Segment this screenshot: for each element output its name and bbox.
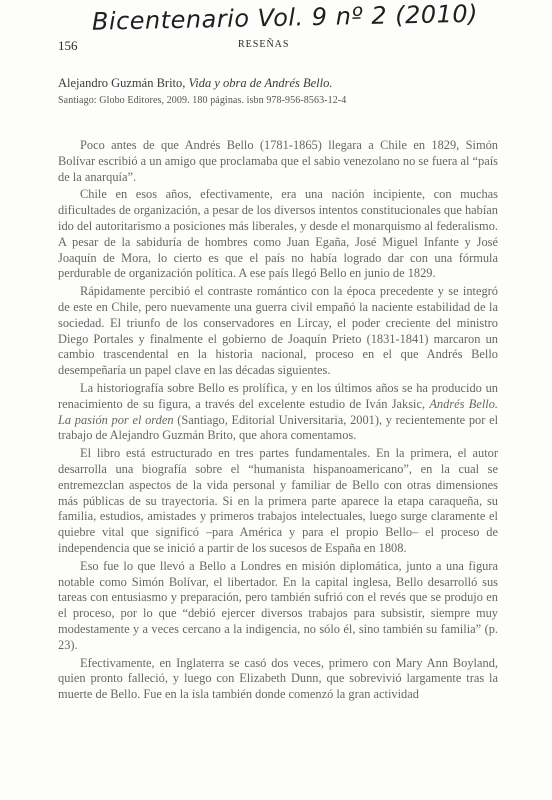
paragraph-text: Eso fue lo que llevó a Bello a Londres en misión diplomática, junto a una figura notable como Simón Bolívar, el libertador. En la capital inglesa, Bello desarrolló sus tareas con entusiasmo y preparación, pero también sufrió con el revés que se produjo en el proceso, por lo que “debió ejercer diversos trabajos para subsistir, siempre muy modestamente y a veces cercano a la indigencia, no sólo él, sino también su familia” (p. 23). xyxy=(58,558,498,652)
handwritten-annotation: Bicentenario Vol. 9 nº 2 (2010) xyxy=(91,0,479,36)
page-header xyxy=(58,38,498,58)
review-citation xyxy=(58,76,498,91)
paragraph-text: Poco antes de que Andrés Bello (1781-1865) llegara a Chile en 1829, Simón Bolívar escribió a un amigo que proclamaba que el sabio venezolano no se fuera al “país de la anarquía”. xyxy=(58,138,498,184)
paragraph-7 xyxy=(58,656,498,703)
paragraph-text: La historiografía sobre Bello es prolífica, y en los últimos años se ha producido un renacimiento de su figura, a través del excelente estudio de Iván Jaksic, xyxy=(58,380,498,411)
paragraph-text: El libro está estructurado en tres partes fundamentales. En la primera, el autor desarrolla una biografía sobre el “humanista hispanoamericano”, en la cual se entremezclan aspectos de la vida personal y familiar de Bello con otras dimensiones más públicas de su trayectoria. Si en la primera parte aparece la etapa caraqueña, su familia, estudios, amistades y primeros trabajos intelectuales, luego surge claramente el quiebre vital que significó –para América y para el propio Bello– el proceso de independencia que se inició a partir de los sucesos de España en 1808. xyxy=(58,446,498,555)
paragraph-2 xyxy=(58,187,498,282)
cited-book-title: Andrés Bello. La pasión por el orden xyxy=(58,396,498,427)
paragraph-text: Efectivamente, en Inglaterra se casó dos veces, primero con Mary Ann Boyland, quien pronto falleció, y luego con Elizabeth Dunn, que sobrevivió largamente tras la muerte de Bello. Fue en la isla también donde comenzó la gran actividad xyxy=(58,655,498,702)
section-title: RESEÑAS xyxy=(238,39,290,50)
paragraph-6 xyxy=(58,559,498,654)
citation-publication-info: Santiago: Globo Editores, 2009. 180 páginas. isbn 978-956-8563-12-4 xyxy=(58,95,347,106)
citation-title: Vida y obra de Andrés Bello. xyxy=(188,76,333,90)
paragraph-4 xyxy=(58,381,498,444)
citation-author: Alejandro Guzmán Brito, xyxy=(58,76,186,90)
paragraph-3 xyxy=(58,284,498,379)
paragraph-1 xyxy=(58,138,498,185)
paragraph-text: Rápidamente percibió el contraste romántico con la época precedente y se integró de este en Chile, pero nuevamente una guerra civil empañó la naciente estabilidad de la sociedad. El triunfo de los conservadores en Lircay, el poder creciente del ministro Diego Portales y finalmente el gobierno de Joaquín Prieto (1831-1841) marcaron un cambio trascendental en la historia nacional, proceso en el que Andrés Bello desempeñaría un papel clave en las décadas siguientes. xyxy=(58,284,498,378)
page-number: 156 xyxy=(58,38,78,53)
review-body xyxy=(58,138,498,705)
paragraph-5 xyxy=(58,446,498,557)
paragraph-text: Chile en esos años, efectivamente, era una nación incipiente, con muchas dificultades de organización, a pesar de los diversos intentos constitucionales que habían ido del autoritarismo a posiciones más liberales, y desde el monarquismo al federalismo. A pesar de la sabiduría de hombres como Juan Egaña, José Miguel Infante y José Joaquín de Mora, lo cierto es que el país no había logrado dar con una fórmula perdurable de organización política. A ese país llegó Bello en junio de 1829. xyxy=(58,187,498,281)
paragraph-text: (Santiago, Editorial Universitaria, 2001), y recientemente por el trabajo de Alejandro Guzmán Brito, que ahora comentamos. xyxy=(58,412,499,443)
